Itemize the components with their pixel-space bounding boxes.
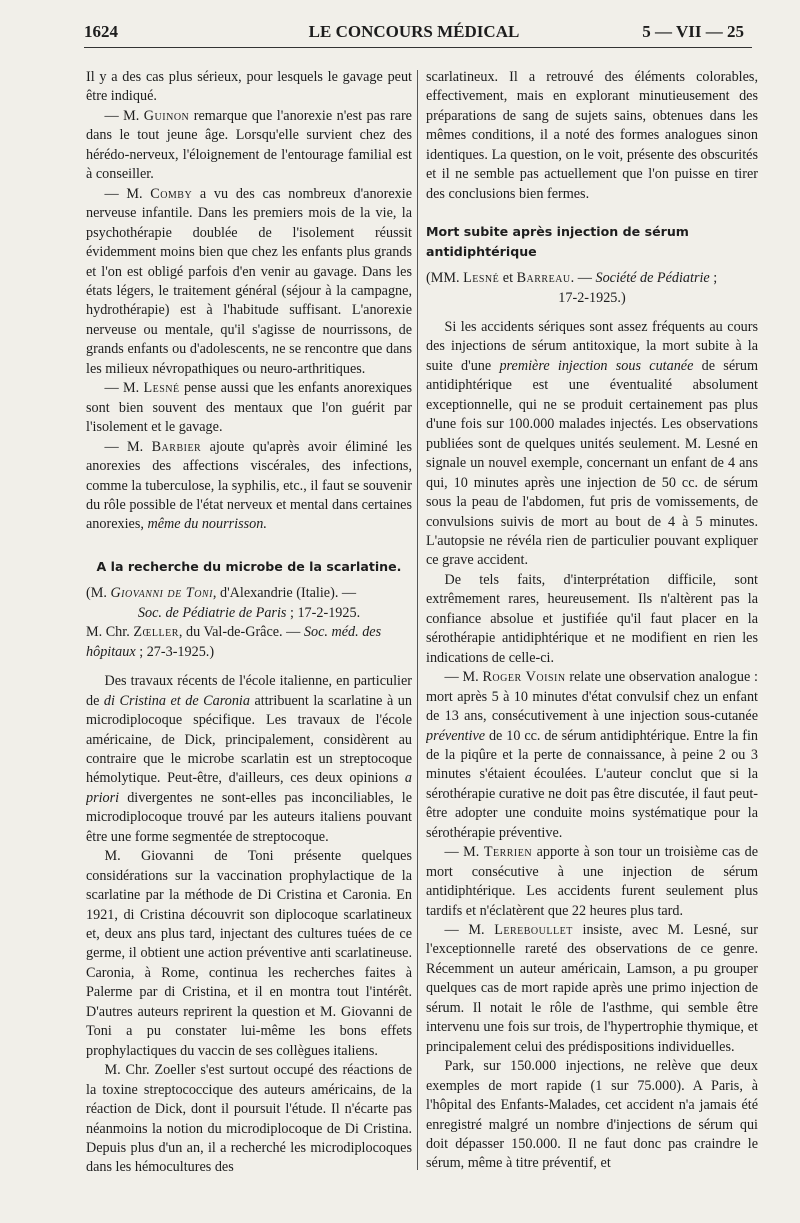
author-name: Giovanni de Toni	[110, 585, 213, 602]
paragraph: scarlatineux. Il a retrouvé des éléments colorables, effectivement, mais en explorant minutieusement des préparations de sang de sujets sains, obtenues dans les mêmes conditions, il a noté des formes analogues sinon identiques. La question, on le voit, présente des obscurités et il ne semble pas actuellement que l'on puisse en tirer des conclusions bien fermes.	[426, 69, 758, 202]
author-name: Terrien	[483, 844, 533, 861]
paragraph: — M. Lesné pense aussi que les enfants anorexiques sont bien souvent des mentaux que l'on guérit par l'isolement et le gavage.	[86, 380, 412, 436]
paragraph: M. Giovanni de Toni présente quelques considérations sur la vaccination prophylactique de la scarlatine par la méthode de Di Cristina et Caronia. En 1921, di Cristina découvrit son diplocoque scarlatineux et, deux ans plus tard, injectant des cultures tuées de ce germe, il obtient une action préventive anti scarlatineuse. Caronia, à Rome, continua les recherches faites à Palerme par di Cristina, et il en montra tout l'intérêt. D'autres auteurs reprirent la question et M. Giovanni de Toni a pu constater lui-même les bons effets prophylactiques du vaccin de ses collègues italiens.	[86, 848, 412, 1059]
header-rule	[84, 47, 752, 48]
section-title: Mort subite après injection de sérum antidiphtérique	[426, 224, 689, 259]
paragraph: M. Chr. Zoeller s'est surtout occupé des réactions de la toxine streptococcique des auteurs américains, de la réaction de Dick, dont il poursuit l'étude. Il n'écarte pas néanmoins la notion du microdiplocoque de Di Cristina. Depuis plus d'un an, il a recherché les microdiplocoques dans les hémocultures des	[86, 1062, 412, 1176]
page-number: 1624	[84, 22, 118, 41]
paragraph: Si les accidents sériques sont assez fréquents au cours des injections de sérum antitoxique, la mort subite à la suite d'une première injection sous cutanée de sérum antidiphtérique est une éventualité absolument exceptionnelle, qui ne se produit certainement pas plus d'une fois sur 100.000 malades injectés. Les observations publiées sont de quelques unités seulement. M. Lesné en signale un nouvel exemple, concernant un enfant de 4 ans qui, 10 minutes après une injection de 50 cc. de sérum sous la peau de l'abdomen, fut pris de vomissements, de convulsions suivis de mort au bout de 4 à 5 minutes. L'autopsie ne révéla rien de particulier pouvant expliquer ce grave accident.	[426, 318, 758, 569]
paragraph: — M. Roger Voisin relate une observation analogue : mort après 5 à 10 minutes d'état convulsif chez un enfant de 13 ans, consécutivement à une injection sous-cutanée préventive de 10 cc. de sérum antidiphtérique. Entre la fin de la piqûre et la perte de connaissance, à peine 2 ou 3 minutes s'étaient écoulées. L'auteur conclut que si la sérothérapie curative ne doit pas être discutée, il faut peut-être adopter une conduite moins systématique pour la sérothérapie préventive.	[426, 669, 758, 841]
section-title: A la recherche du microbe de la scarlatine.	[96, 558, 402, 574]
author-name: Lesné	[463, 270, 500, 287]
author-name: Zœller	[133, 624, 179, 641]
paragraph: — M. Terrien apporte à son tour un troisième cas de mort consécutive à une injection de sérum antidiphtérique. Les accidents furent seulement plus tardifs et n'éclatèrent que 22 heures plus tard.	[426, 844, 758, 919]
reference-block: (M. Giovanni de Toni, d'Alexandrie (Italie). — Soc. de Pédiatrie de Paris ; 17-2-1925. M. Chr. Zœller, du Val-de-Grâce. — Soc. méd. des hôpitaux ; 27-3-1925.)	[86, 585, 382, 660]
author-name: Lereboullet	[494, 922, 573, 939]
right-column	[426, 68, 758, 1203]
paragraph: De tels faits, d'interprétation difficile, sont extrêmement rares, heureusement. Ils n'altèrent pas la confiance absolue et justifiée qu'il faut placer en la sérothérapie antidiphtérique et ne modifient en rien les indications de celle-ci.	[426, 571, 758, 666]
author-name: Comby	[150, 185, 193, 202]
author-name: Lesné	[143, 380, 180, 397]
paragraph: — M. Lereboullet insiste, avec M. Lesné, sur l'exceptionnelle rareté des observations de ce genre. Récemment un auteur américain, Lamson, a pu grouper quelques cas de mort rapide après une primo injection de sérum. Il notait le rôle de l'asthme, qui semble être intervenu une fois sur trois, de l'hypertrophie thymique, et principalement celui des prédispositions individuelles.	[426, 922, 758, 1055]
paragraph: Des travaux récents de l'école italienne, en particulier de di Cristina et de Caronia attribuent la scarlatine à un microdiplocoque spécifique. Les travaux de l'école américaine, de Dick, principalement, considèrent au contraire que le microbe scarlatin est un streptocoque hémolytique. Peut-être, d'ailleurs, ces deux opinions a priori divergentes ne sont-elles pas inconciliables, le microdiplocoque trouvé par les auteurs italiens pouvant être une forme segmentée de streptocoque.	[86, 673, 412, 845]
journal-title: LE CONCOURS MÉDICAL	[308, 22, 520, 41]
author-name: Barbier	[151, 438, 202, 455]
author-name: Roger Voisin	[482, 669, 566, 686]
author-name: Barreau	[516, 270, 571, 287]
left-column	[86, 68, 412, 1203]
paragraph: Park, sur 150.000 injections, ne relève que deux exemples de mort rapide (1 sur 75.000). A Paris, à l'hôpital des Enfants-Malades, cet accident n'a jamais été enregistré malgré un nombre d'injections de sérum qui doit dépasser 150.000. Il ne faut donc pas craindre le sérum, même à titre préventif, et	[426, 1058, 758, 1172]
paragraph: — M. Barbier ajoute qu'après avoir éliminé les anorexies des affections viscérales, des infections, comme la tuberculose, la syphilis, etc., il faut se souvenir du rôle possible de l'état nerveux et mental dans certaines anorexies, même du nourrisson.	[86, 438, 412, 533]
author-name: Guinon	[143, 107, 190, 124]
column-divider	[417, 70, 418, 1170]
running-header	[84, 22, 744, 44]
reference-block: (MM. Lesné et Barreau. — Société de Pédiatrie ; 17-2-1925.)	[426, 270, 718, 306]
paragraph: — M. Guinon remarque que l'anorexie n'est pas rare dans le tout jeune âge. Lorsqu'elle survient chez des hérédo-nerveux, l'éloignement de l'entourage familial est à conseiller.	[86, 107, 412, 183]
issue-date: 5 — VII — 25	[642, 22, 744, 41]
paragraph: — M. Comby a vu des cas nombreux d'anorexie nerveuse infantile. Dans les premiers mois de la vie, la psychothérapie doublée de l'isolement réussit évidemment moins bien que chez les enfants plus grands et l'on est obligé parfois d'en venir au gavage. Dans les états légers, le traitement général (séjour à la campagne, hydrothérapie) est à l'habitude suffisant. L'anorexie nerveuse ou mentale, qu'il s'agisse de nourrissons, de grands enfants ou d'adolescents, ne se rencontre que dans les milieux névropathiques ou neuro-arthritiques.	[86, 185, 412, 377]
paragraph: Il y a des cas plus sérieux, pour lesquels le gavage peut être indiqué.	[86, 69, 412, 105]
